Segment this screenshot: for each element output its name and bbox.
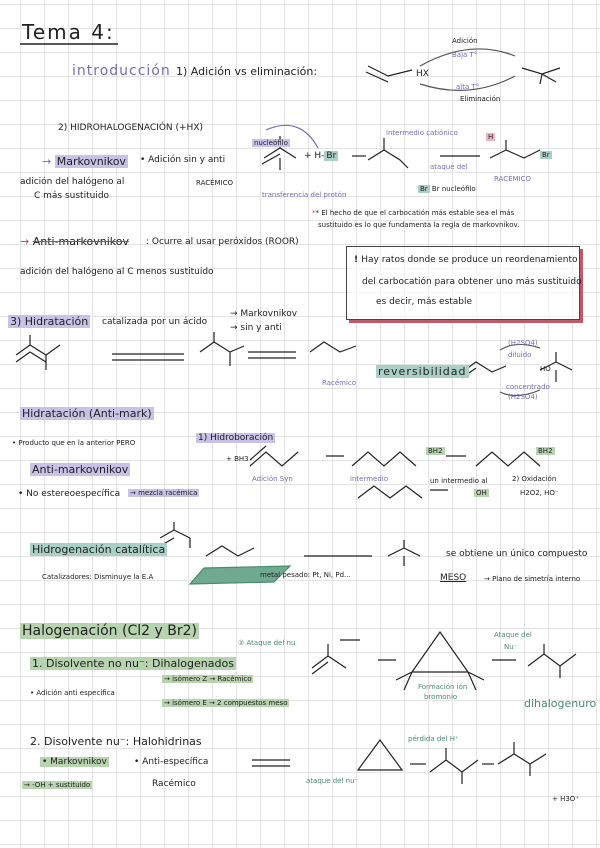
oh-sustituido-item: → -OH + sustituido (24, 781, 91, 789)
eliminacion-label: Eliminación (460, 95, 501, 103)
mezcla-text: → mezcla racémica (130, 489, 198, 497)
ataque-label: ataque del (430, 163, 468, 171)
adicion-anti-label: • Adición anti específica (30, 689, 115, 697)
isomero-z-label: → isómero Z → Racémico (164, 675, 252, 683)
reactivos-label: H2O2, HO⁻ (520, 489, 559, 497)
dihalogenuro-label: dihalogenuro (524, 697, 597, 710)
formacion-label: Formación ión (418, 683, 468, 691)
bh2-label-2: BH2 (538, 447, 553, 455)
hidratacion-racemico: Racémico (322, 379, 357, 387)
metal-text: metal pesado: Pt, Ni, Pd... (260, 571, 351, 579)
adicion-halogeno-2: C más sustituido (34, 191, 110, 201)
intro-item-1: 1) Adición vs eliminación: (176, 65, 318, 78)
note-box-line-3: es decir, más estable (376, 297, 473, 307)
ataque-nu3-label: ataque del nu⁻ (306, 777, 359, 785)
meso-label: MESO (440, 573, 467, 583)
hidratacion-opt1: → Markovnikov (230, 309, 298, 319)
oh-intermedio-label: un intermedio al (430, 477, 488, 485)
hidrogenacion-heading: Hidrogenación catalítica (32, 543, 166, 556)
page-title: Tema 4: (22, 20, 115, 44)
bh2-label-1: BH2 (428, 447, 443, 455)
nota-line-2: sustituido es lo que fundamenta la regla de markovnikov. (318, 221, 520, 229)
ataque-nu-label: ② Ataque del nu (238, 639, 296, 647)
adicion-label: Adición (452, 37, 478, 45)
hidratacion-anti-heading: Hidratación (Anti-mark) (22, 407, 152, 420)
halogenacion-heading: Halogenación (Cl2 y Br2) (22, 623, 197, 639)
note-box-line-1: ! Hay ratos donde se produce un reordenamiento (354, 255, 578, 265)
intermedio-label: intermedio catiónico (386, 129, 458, 137)
h-atom: H (488, 133, 494, 141)
d2-label: 2. Disolvente nu⁻: Halohidrinas (30, 735, 202, 748)
nucleofilo-label: nucleófilo (254, 139, 288, 147)
hidratacion-opt2: → sin y anti (230, 323, 282, 333)
oh-label: OH (476, 489, 487, 497)
concentrado-label: concentrado (506, 383, 550, 391)
br-atom: Br (542, 151, 550, 159)
h2so4-2: (H2SO4) (508, 393, 538, 401)
anti-markovnikov-adicion: adición del halógeno al C menos sustituido (20, 267, 214, 277)
markovnikov-label: → Markovnikov (42, 155, 126, 168)
h2so4-1: (H2SO4) (508, 339, 538, 347)
ataque-nu2-label: Ataque del (494, 631, 532, 639)
intro-heading: introducción (72, 63, 171, 79)
br-nucleofilo-label: Br Br nucleófilo (420, 185, 476, 193)
racemico-label: RACÉMICO (196, 179, 234, 187)
no-estereo-text: • No estereoespecífica (18, 489, 121, 499)
alta-t-label: alta T° (456, 83, 480, 91)
diluido-label: diluido (508, 351, 532, 359)
h3o-label: + H3O⁺ (552, 795, 580, 803)
intermedio-label-2: intermedio (350, 475, 388, 483)
producto-text: • Producto que en la anterior PERO (12, 439, 136, 447)
anti-markovnikov-text: : Ocurre al usar peróxidos (ROOR) (146, 237, 299, 247)
anti-markovnikov-heading: → Anti-markovnikov (20, 235, 129, 248)
hidrohalogenacion-heading: 2) HIDROHALOGENACIÓN (+HX) (58, 123, 203, 133)
catalizadores-text: Catalizadores: Disminuye la E.A (42, 573, 154, 581)
oxidacion-label: 2) Oxidación (512, 475, 557, 483)
racemico2-label: RACÉMICO (494, 175, 532, 183)
hidratacion-heading: 3) Hidratación (10, 315, 89, 328)
baja-t-label: Baja T° (452, 51, 478, 59)
adicion-syn-label: Adición Syn (252, 475, 293, 483)
perdida-label: pérdida del H⁺ (408, 735, 459, 743)
nu-label: Nu⁻ (504, 643, 518, 651)
resultado-text: se obtiene un único compuesto (446, 549, 588, 559)
d1-label: 1. Disolvente no nu⁻: Dihalogenados (32, 657, 234, 670)
transferencia-label: transferencia del protón (262, 191, 347, 199)
bh3-label: + BH3 (226, 455, 249, 463)
hidratacion-text: catalizada por un ácido (102, 317, 208, 327)
nota-line-1: ** El hecho de que el carbocatión más estable sea el más (312, 209, 515, 217)
adicion-sin-anti: • Adición sin y anti (140, 155, 226, 165)
hidroboracion-label: 1) Hidroboración (198, 433, 274, 443)
anti-mark-label: Anti-markovnikov (32, 463, 129, 476)
plano-text: → Plano de simetría interno (484, 575, 581, 583)
hx-label: HX (416, 69, 429, 79)
adicion-halogeno-1: adición del halógeno al (20, 177, 125, 187)
anti-especifica-item: • Anti-específica (134, 757, 209, 767)
ho-label: HO (540, 365, 551, 373)
h-br-reagent: + H- Br (304, 151, 337, 161)
note-box-line-2: del carbocatión para obtener uno más sustituido (362, 277, 582, 287)
reversibilidad-label: reversibilidad (378, 365, 467, 378)
markovnikov-item: • Markovnikov (42, 757, 107, 767)
isomero-e-label: → isómero E → 2 compuestos meso (164, 699, 288, 707)
bromonio-label: bromonio (424, 693, 458, 701)
racemico-item: Racémico (152, 779, 196, 789)
